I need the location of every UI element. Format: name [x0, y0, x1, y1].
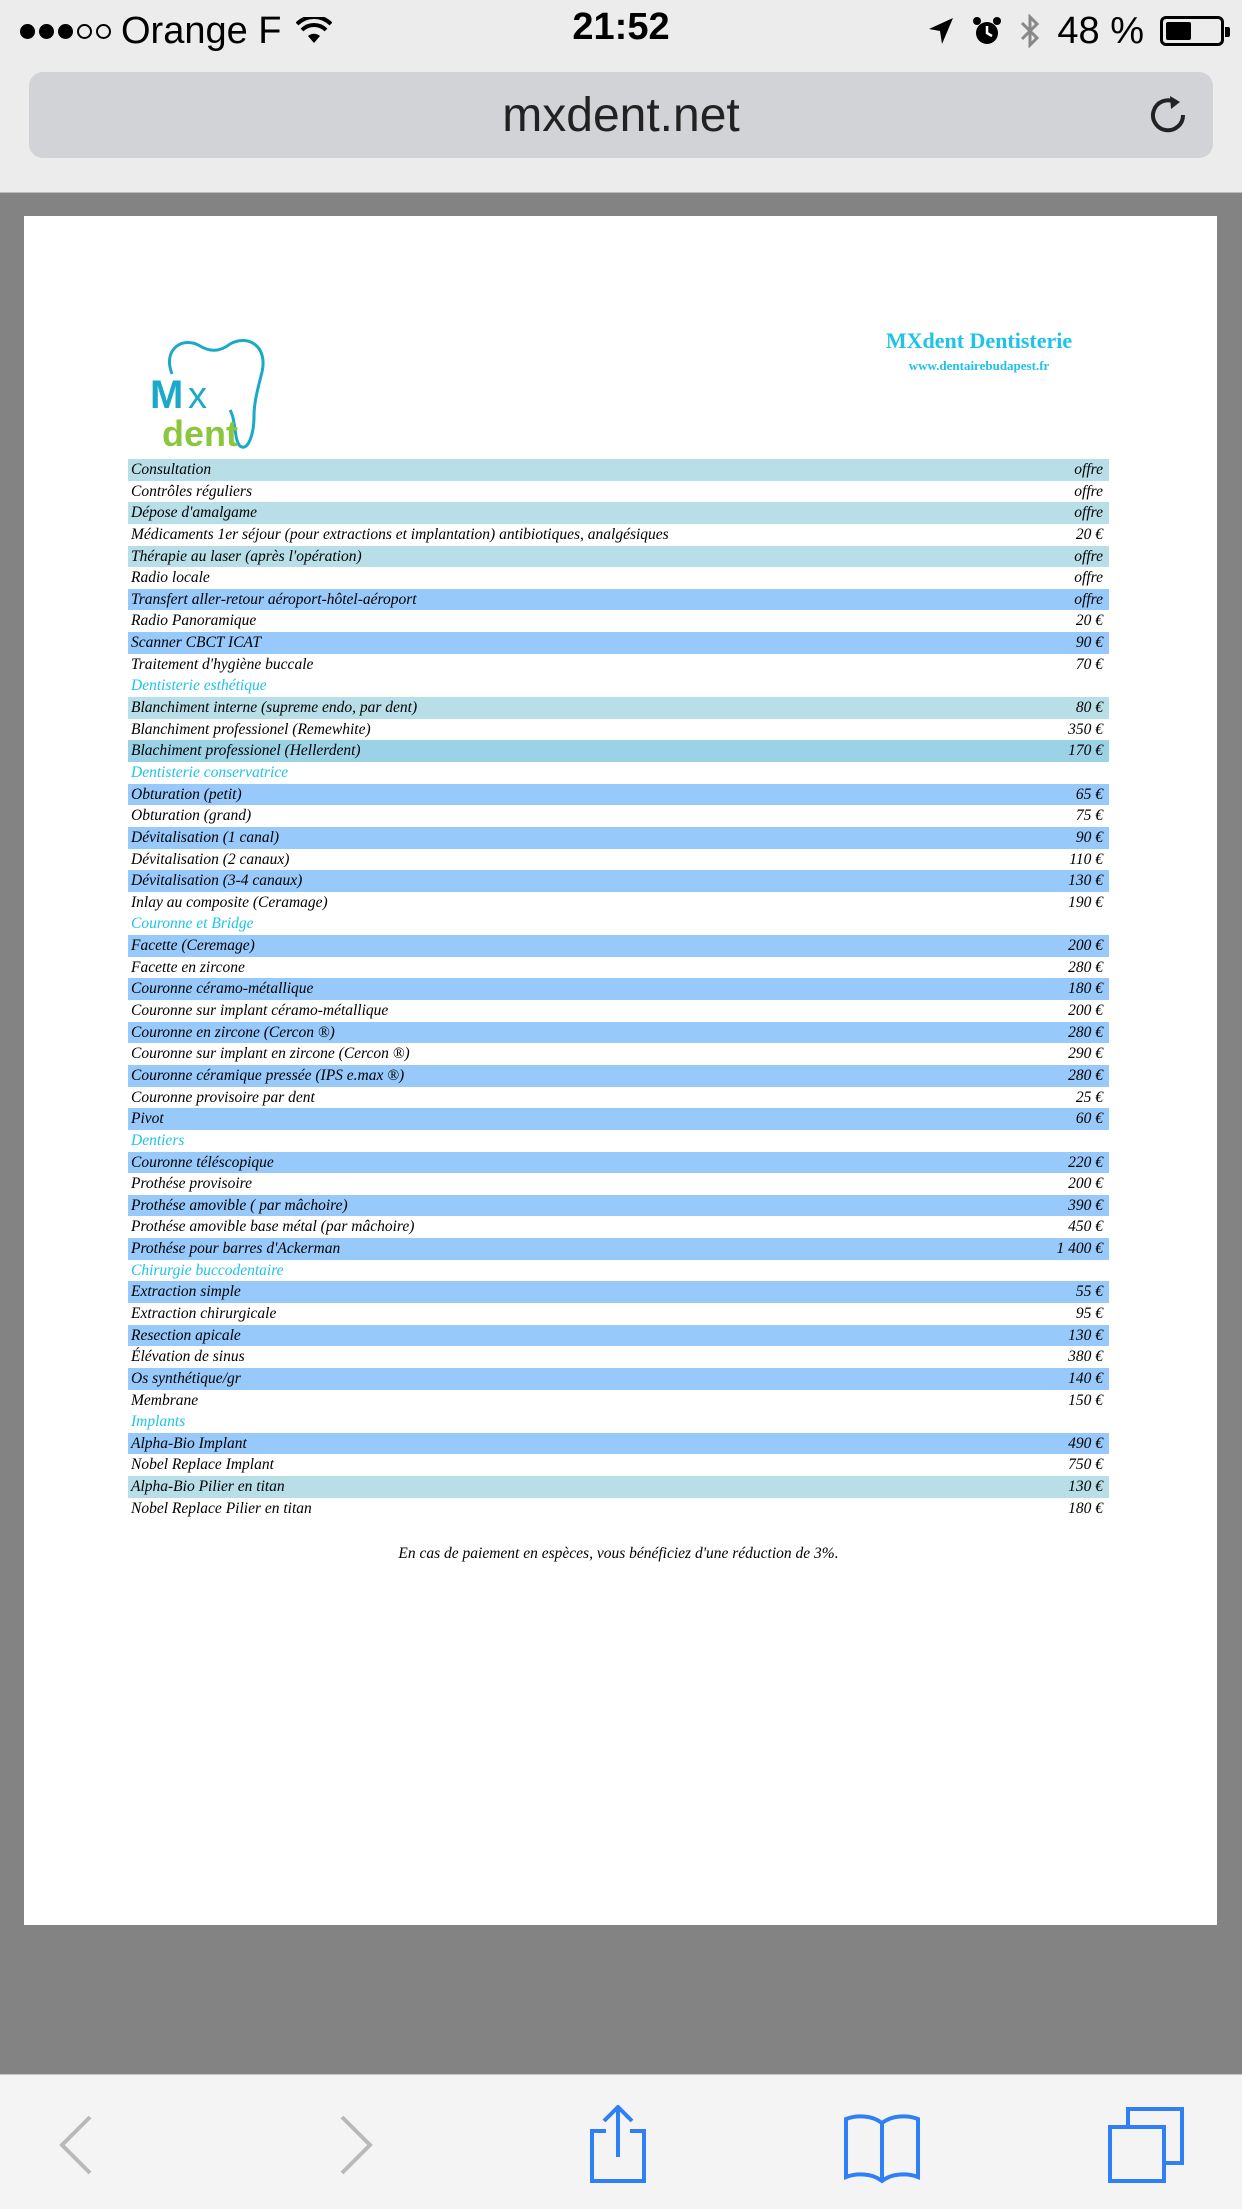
- price-row-value: 180 €: [1068, 1499, 1103, 1517]
- tabs-icon[interactable]: [1106, 2105, 1186, 2185]
- cash-discount-note: En cas de paiement en espèces, vous bénéficiez d'une réduction de 3%.: [398, 1545, 839, 1562]
- price-row-value: 290 €: [1068, 1045, 1103, 1063]
- price-row-label: Dentisterie esthétique: [131, 677, 267, 695]
- price-row: [128, 502, 1109, 524]
- price-row: [128, 459, 1109, 481]
- price-row-value: 55 €: [1075, 1283, 1103, 1301]
- price-row: [128, 870, 1109, 892]
- price-row-value: 190 €: [1068, 893, 1103, 911]
- price-row-value: 350 €: [1068, 720, 1103, 738]
- price-row: [128, 957, 1109, 979]
- price-row: [128, 1000, 1109, 1022]
- price-row: [128, 1087, 1109, 1109]
- price-row: [128, 1281, 1109, 1303]
- price-row-value: 1 400 €: [1056, 1240, 1103, 1258]
- price-row: [128, 1108, 1109, 1130]
- price-row: [128, 849, 1109, 871]
- logo-x: x: [188, 375, 207, 417]
- price-row-value: 170 €: [1068, 742, 1103, 760]
- share-icon[interactable]: [578, 2105, 658, 2185]
- price-row-label: Traitement d'hygiène buccale: [131, 655, 314, 673]
- price-row-label: Dévitalisation (1 canal): [131, 828, 280, 846]
- pdf-page: [24, 216, 1217, 1925]
- status-bar-right: [927, 8, 1224, 54]
- bookmarks-icon[interactable]: [842, 2105, 922, 2185]
- price-row-value: 90 €: [1075, 828, 1103, 846]
- price-row: [128, 697, 1109, 719]
- price-row: [128, 567, 1109, 589]
- price-row: [128, 610, 1109, 632]
- price-row-value: offre: [1074, 504, 1103, 522]
- price-row: [128, 1325, 1109, 1347]
- price-row-label: Couronne provisoire par dent: [131, 1088, 315, 1106]
- price-row-value: 20 €: [1075, 612, 1103, 630]
- reload-icon[interactable]: [1145, 92, 1191, 138]
- price-row: [128, 1476, 1109, 1498]
- browser-toolbar: [0, 2074, 1242, 2209]
- price-row-label: Extraction simple: [131, 1283, 241, 1301]
- logo-dent: dent: [162, 413, 238, 454]
- price-row: [128, 1498, 1109, 1520]
- price-row-value: 280 €: [1068, 1023, 1103, 1041]
- price-row-label: Nobel Replace Implant: [131, 1456, 274, 1474]
- price-row: [128, 1065, 1109, 1087]
- price-row-label: Prothése provisoire: [131, 1175, 252, 1193]
- carrier-name: Orange F: [121, 9, 282, 52]
- battery-icon: [1160, 16, 1224, 46]
- section-heading: [128, 1130, 1109, 1152]
- price-row: [128, 1216, 1109, 1238]
- price-row-label: Thérapie au laser (après l'opération): [131, 547, 362, 565]
- price-row-label: Dentisterie conservatrice: [131, 763, 289, 781]
- price-row-label: Prothése amovible ( par mâchoire): [131, 1196, 348, 1214]
- price-row: [128, 1043, 1109, 1065]
- address-bar[interactable]: [29, 72, 1213, 158]
- back-icon[interactable]: [38, 2105, 118, 2185]
- logo-m: M: [150, 373, 184, 417]
- brand-title: MXdent Dentisterie: [885, 328, 1073, 353]
- price-row-label: Extraction chirurgicale: [131, 1304, 277, 1322]
- bluetooth-icon: [1019, 14, 1041, 48]
- price-row: [128, 1195, 1109, 1217]
- price-row-value: 200 €: [1068, 1175, 1103, 1193]
- price-row-value: 60 €: [1075, 1110, 1103, 1128]
- price-row-label: Facette en zircone: [131, 958, 245, 976]
- price-row-value: 380 €: [1068, 1348, 1103, 1366]
- price-row-label: Transfert aller-retour aéroport-hôtel-aéroport: [131, 590, 417, 608]
- price-row-value: 130 €: [1068, 1478, 1103, 1496]
- price-row-label: Blachiment professionel (Hellerdent): [131, 742, 361, 760]
- price-row-value: offre: [1074, 569, 1103, 587]
- price-row: [128, 805, 1109, 827]
- price-row: [128, 632, 1109, 654]
- status-bar: [0, 0, 1242, 62]
- price-row-label: Blanchiment professionel (Remewhite): [131, 720, 371, 738]
- url-text[interactable]: mxdent.net: [502, 89, 740, 142]
- price-row-label: Couronne sur implant en zircone (Cercon ®): [131, 1045, 410, 1063]
- price-row-value: 25 €: [1075, 1088, 1103, 1106]
- price-row: [128, 546, 1109, 568]
- price-row-label: Dépose d'amalgame: [131, 504, 257, 522]
- price-row: [128, 1454, 1109, 1476]
- price-list: [128, 459, 1109, 1519]
- price-row-value: 280 €: [1068, 1066, 1103, 1084]
- price-row-value: 80 €: [1075, 699, 1103, 717]
- price-row-label: Os synthétique/gr: [131, 1369, 241, 1387]
- price-row-label: Couronne céramique pressée (IPS e.max ®): [131, 1066, 405, 1084]
- price-row: [128, 1152, 1109, 1174]
- price-row: [128, 1173, 1109, 1195]
- battery-percent: 48 %: [1057, 9, 1144, 52]
- price-row-label: Radio Panoramique: [131, 612, 257, 630]
- price-row-label: Couronne et Bridge: [131, 915, 254, 933]
- battery-level: [1166, 22, 1191, 40]
- price-row: [128, 481, 1109, 503]
- price-row-value: 130 €: [1068, 872, 1103, 890]
- price-row-value: offre: [1074, 482, 1103, 500]
- price-row-value: 200 €: [1068, 937, 1103, 955]
- price-row: [128, 1238, 1109, 1260]
- price-row: [128, 827, 1109, 849]
- price-row-label: Inlay au composite (Ceramage): [131, 893, 328, 911]
- price-row-value: 130 €: [1068, 1326, 1103, 1344]
- price-row: [128, 1346, 1109, 1368]
- price-row-value: 65 €: [1075, 785, 1103, 803]
- price-row-value: 20 €: [1075, 525, 1103, 543]
- forward-icon[interactable]: [314, 2105, 394, 2185]
- price-row-label: Obturation (grand): [131, 807, 252, 825]
- price-row: [128, 1433, 1109, 1455]
- price-row-label: Nobel Replace Pilier en titan: [131, 1499, 312, 1517]
- section-heading: [128, 913, 1109, 935]
- price-row-label: Blanchiment interne (supreme endo, par dent): [131, 699, 418, 717]
- price-row-label: Implants: [131, 1413, 186, 1431]
- price-row-label: Obturation (petit): [131, 785, 242, 803]
- price-row-label: Pivot: [131, 1110, 164, 1128]
- section-heading: [128, 1260, 1109, 1282]
- price-row-label: Dentiers: [131, 1131, 185, 1149]
- section-heading: [128, 762, 1109, 784]
- brand-url: www.dentairebudapest.fr: [908, 358, 1050, 373]
- price-row-value: 70 €: [1075, 655, 1103, 673]
- price-row-value: 220 €: [1068, 1153, 1103, 1171]
- price-row-value: 390 €: [1068, 1196, 1103, 1214]
- price-row-value: offre: [1074, 547, 1103, 565]
- price-row-label: Alpha-Bio Pilier en titan: [131, 1478, 285, 1496]
- location-arrow-icon: [927, 16, 955, 46]
- price-row: [128, 524, 1109, 546]
- price-row-value: 450 €: [1068, 1218, 1103, 1236]
- price-row-value: 110 €: [1069, 850, 1103, 868]
- price-row-value: 750 €: [1068, 1456, 1103, 1474]
- price-row-label: Élévation de sinus: [131, 1348, 245, 1366]
- price-row: [128, 1303, 1109, 1325]
- price-row: [128, 978, 1109, 1000]
- price-row: [128, 935, 1109, 957]
- price-row-value: offre: [1074, 590, 1103, 608]
- price-row-label: Chirurgie buccodentaire: [131, 1261, 284, 1279]
- alarm-icon: [971, 15, 1003, 47]
- price-row: [128, 1390, 1109, 1412]
- price-row: [128, 589, 1109, 611]
- price-row-label: Facette (Ceremage): [131, 937, 255, 955]
- price-row-value: offre: [1074, 461, 1103, 478]
- price-row-label: Couronne téléscopique: [131, 1153, 274, 1171]
- price-row: [128, 784, 1109, 806]
- section-heading: [128, 1411, 1109, 1433]
- price-row-label: Resection apicale: [131, 1326, 241, 1344]
- price-row-label: Contrôles réguliers: [131, 482, 252, 500]
- price-row-value: 75 €: [1075, 807, 1103, 825]
- price-row-label: Consultation: [131, 461, 212, 478]
- price-row-value: 90 €: [1075, 634, 1103, 652]
- price-row-label: Dévitalisation (2 canaux): [131, 850, 290, 868]
- price-row-label: Médicaments 1er séjour (pour extractions et implantation) antibiotiques, analgésiques: [131, 525, 669, 543]
- price-row-value: 490 €: [1068, 1434, 1103, 1452]
- price-row-value: 140 €: [1068, 1369, 1103, 1387]
- price-row: [128, 892, 1109, 914]
- price-row-value: 95 €: [1075, 1304, 1103, 1322]
- price-row: [128, 1368, 1109, 1390]
- price-row-label: Membrane: [131, 1391, 199, 1409]
- price-row-label: Prothése amovible base métal (par mâchoire): [131, 1218, 415, 1236]
- price-row-value: 150 €: [1068, 1391, 1103, 1409]
- price-row-label: Prothése pour barres d'Ackerman: [131, 1240, 341, 1258]
- price-row-label: Radio locale: [131, 569, 210, 587]
- price-row: [128, 719, 1109, 741]
- clock: 21:52: [572, 6, 670, 48]
- mxdent-logo: [144, 334, 284, 454]
- price-row-label: Couronne sur implant céramo-métallique: [131, 1002, 389, 1020]
- section-heading: [128, 675, 1109, 697]
- price-row-label: Scanner CBCT ICAT: [131, 634, 262, 652]
- price-row-value: 200 €: [1068, 1002, 1103, 1020]
- price-row: [128, 654, 1109, 676]
- browser-address-area: [0, 62, 1242, 193]
- price-row-label: Alpha-Bio Implant: [131, 1434, 247, 1452]
- price-row-label: Couronne céramo-métallique: [131, 980, 314, 998]
- price-row-label: Dévitalisation (3-4 canaux): [131, 872, 303, 890]
- price-row-value: 180 €: [1068, 980, 1103, 998]
- price-row: [128, 1022, 1109, 1044]
- price-row: [128, 740, 1109, 762]
- price-row-label: Couronne en zircone (Cercon ®): [131, 1023, 335, 1041]
- price-row-value: 280 €: [1068, 958, 1103, 976]
